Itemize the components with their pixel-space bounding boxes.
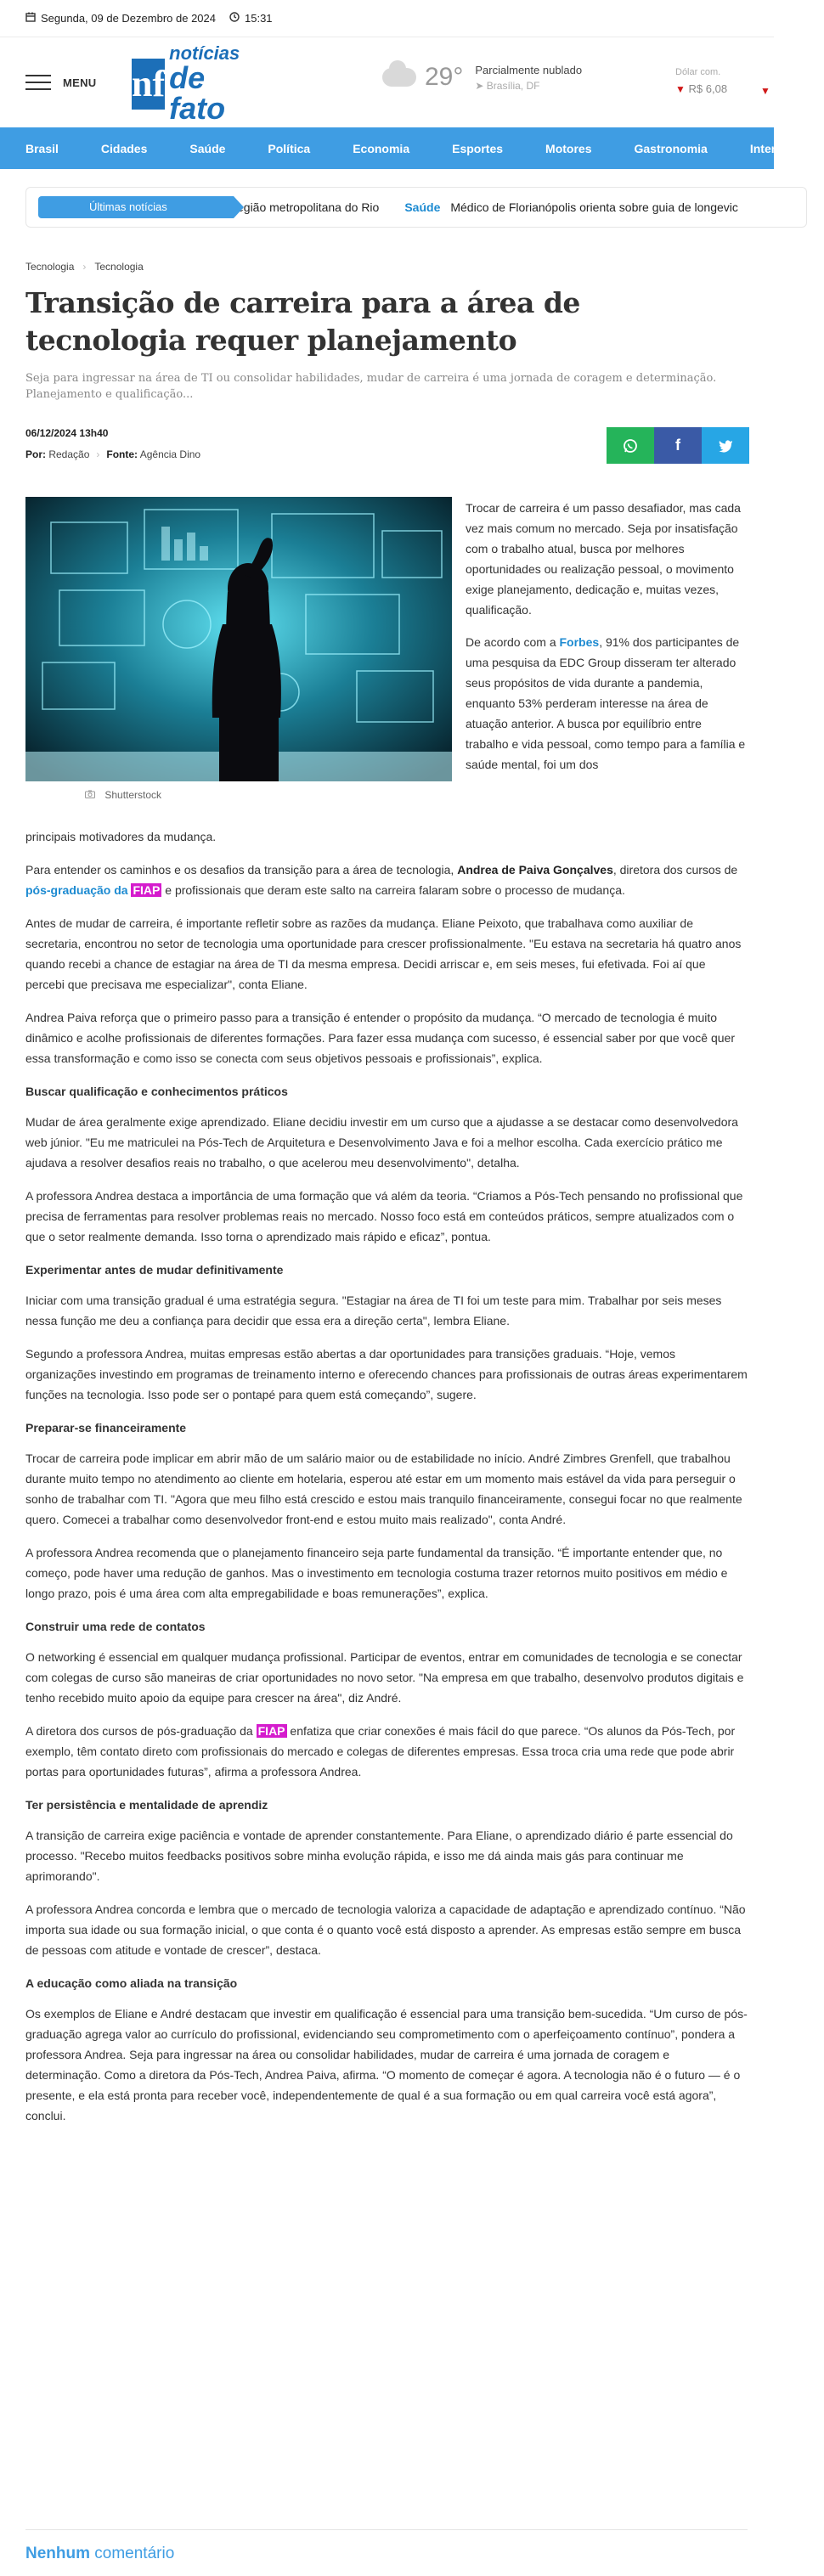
site-logo[interactable]: nf notícias de fato xyxy=(132,54,259,114)
nav-saude[interactable]: Saúde xyxy=(189,141,226,155)
article-body-intro xyxy=(466,498,748,786)
paragraph: A transição de carreira exige paciência e vontade de aprender constantemente. Para Eliane, o aprendizado diário é parte essencial do processo. "Recebo muitos feedbacks positivos sobre minha evolução rápida, e isso me dá ainda mais gás para continuar me aprimorando". xyxy=(25,1829,733,1883)
camera-icon xyxy=(85,789,98,801)
current-time: 15:31 xyxy=(245,12,273,25)
dollar-widget xyxy=(675,67,727,95)
news-ticker xyxy=(25,187,807,228)
weather-city: Brasília, DF xyxy=(486,79,540,92)
paragraph: Trocar de carreira é um passo desafiador, mas cada vez mais comum no mercado. Seja por insatisfação com o trabalho atual, busca por melhores oportunidades ou realização pessoal, o movimento exige planejamento, dedicação e, muitas vezes, qualificação. xyxy=(466,501,741,617)
comments-count: Nenhum xyxy=(25,2545,90,2562)
author: Redação xyxy=(48,448,90,460)
paragraph: A professora Andrea recomenda que o planejamento financeiro seja parte fundamental da transição. “É importante entender que, no começo, pode haver uma redução de ganhos. Mas o investimento em tecnologia costuma trazer retornos muito positivos em médio e longo prazo, pois é uma área com alta empregabilidade e boas remunerações”, explica. xyxy=(25,1546,728,1600)
breadcrumb-item[interactable]: Tecnologia xyxy=(94,261,144,273)
divider xyxy=(25,2529,748,2530)
weather-widget xyxy=(382,63,582,92)
date-bar xyxy=(0,0,774,37)
fiap-highlight[interactable]: FIAP xyxy=(257,1724,285,1738)
nav-economia[interactable]: Economia xyxy=(353,141,410,155)
nav-politica[interactable]: Política xyxy=(268,141,311,155)
paragraph: Iniciar com uma transição gradual é uma estratégia segura. "Estagiar na área de TI foi um teste para mim. Trabalhar por seis meses nessa função me deu a confiança para decidir que essa era a direção certa", lembra Eliane. xyxy=(25,1294,722,1327)
section-heading: Buscar qualificação e conhecimentos práticos xyxy=(25,1085,288,1098)
calendar-icon xyxy=(25,12,36,25)
paragraph: A professora Andrea concorda e lembra que o mercado de tecnologia valoriza a capacidade de adaptação e aprendizado contínuo. “Não importa sua idade ou sua formação inicial, o que conta é o quanto você está disposto a aprender. As empresas estão sempre em busca de pessoas com atitude e vontade de crescer”, destaca. xyxy=(25,1902,746,1957)
breadcrumb-item[interactable]: Tecnologia xyxy=(25,261,75,273)
paragraph: Mudar de área geralmente exige aprendizado. Eliane decidiu investir em um curso que a ajudasse a se destacar como desenvolvedora web júnior. "Eu me matriculei na Pós-Tech de Arquitetura e Desenvolvimento Java e foi a melhor escolha. Cada exercício prático me ajudava a resolver desafios reais no trabalho, o que acelerou meu desenvolvimento", detalha. xyxy=(25,1115,738,1170)
nav-esportes[interactable]: Esportes xyxy=(452,141,504,155)
facebook-icon[interactable]: f xyxy=(654,427,702,464)
paragraph: Para entender os caminhos e os desafios da transição para a área de tecnologia, Andrea de Paiva Gonçalves, diretora dos cursos de pós-graduação da FIAP e profissionais que deram este salto na carreira falaram sobre o processo de mudança. xyxy=(25,863,738,897)
nav-internacional[interactable]: Internacional xyxy=(749,141,824,155)
twitter-icon[interactable] xyxy=(702,427,749,464)
site-header xyxy=(0,37,774,127)
current-date: Segunda, 09 de Dezembro de 2024 xyxy=(41,12,216,25)
main-nav xyxy=(0,127,824,169)
article-lead: Seja para ingressar na área de TI ou consolidar habilidades, mudar de carreira é uma jornada de coragem e determinação. Planejamento e qualificação... xyxy=(25,372,717,401)
breadcrumb xyxy=(25,261,144,273)
ticker-item[interactable]: Médico de Florianópolis orienta sobre guia de longevic xyxy=(450,200,738,214)
image-credit: Shutterstock xyxy=(104,789,162,801)
logo-line-2: de fato xyxy=(169,60,226,126)
article-image xyxy=(25,497,452,781)
source-label: Fonte: xyxy=(106,448,138,460)
clock-icon xyxy=(229,12,240,25)
weather-desc: Parcialmente nublado xyxy=(475,63,583,76)
posgraduacao-link[interactable]: pós-graduação da xyxy=(25,883,128,897)
arrow-down-icon: ▼ xyxy=(760,85,770,97)
paragraph: Andrea Paiva reforça que o primeiro passo para a transição é entender o propósito da mudança. “O mercado de tecnologia é muito dinâmico e acolhe profissionais de diferentes formações. Para fazer essa mudança com sucesso, é essencial saber por que você quer essa transformação e como isso se conecta com seus objetivos pessoais e profissionais”, explica. xyxy=(25,1011,736,1065)
dollar-label: Dólar com. xyxy=(675,67,721,77)
article-body xyxy=(25,860,748,2139)
nav-cidades[interactable]: Cidades xyxy=(100,141,148,155)
paragraph: O networking é essencial em qualquer mudança profissional. Participar de eventos, entrar em comunidades de tecnologia e se conectar com colegas de curso são maneiras de criar oportunidades no novo setor. "Na empresa em que trabalho, desenvolvo produtos digitais e tenho recebido muito apoio da equipe para crescer na área", diz André. xyxy=(25,1650,744,1705)
nav-brasil[interactable]: Brasil xyxy=(25,141,59,155)
share-buttons xyxy=(607,427,749,464)
comments-header xyxy=(25,2545,174,2563)
paragraph: principais motivadores da mudança. xyxy=(25,830,217,843)
paragraph: A professora Andrea destaca a importância de uma formação que vá além da teoria. “Criamos a Pós-Tech pensando no profissional que precisa de ferramentas para resolver problemas reais no mercado. Nosso foco está em conteúdos práticos, sempre atualizados com o que o setor realmente demanda. Isso torna o aprendizado mais rápido e eficaz”, pontua. xyxy=(25,1189,743,1243)
fiap-highlight[interactable]: FIAP xyxy=(133,883,161,897)
section-heading: Preparar-se financeiramente xyxy=(25,1421,187,1435)
publish-date: 06/12/2024 13h40 xyxy=(25,427,109,439)
paragraph: Segundo a professora Andrea, muitas empresas estão abertas a dar oportunidades para transições graduais. “Hoje, vemos organizações investindo em programas de treinamento interno e oferecendo chances para profissionais de outras áreas experimentarem funções na tecnologia. Isso pode ser o pontapé para quem está começando”, sugere. xyxy=(25,1347,748,1401)
section-heading: Experimentar antes de mudar definitivamente xyxy=(25,1263,284,1277)
forbes-link[interactable]: Forbes xyxy=(559,635,600,649)
comments-label: comentário xyxy=(94,2545,175,2562)
paragraph: Trocar de carreira pode implicar em abrir mão de um salário maior ou de estabilidade no início. André Zimbres Grenfell, que trabalhou durante muito tempo no atendimento ao cliente em hotelaria, esperou até estar em um momento mais estável da vida para perseguir o sonho de trabalhar com TI. "Agora que meu filho está crescido e estou mais tranquilo financeiramente, consegui focar no que realmente quero. Comecei a trabalhar como desenvolvedor front-end e estou muito mais realizado", conta André. xyxy=(25,1451,742,1526)
section-heading: Ter persistência e mentalidade de aprendiz xyxy=(25,1798,268,1812)
article-title: Transição de carreira para a área de tecnologia requer planejamento xyxy=(25,286,580,357)
nav-motores[interactable]: Motores xyxy=(545,141,592,155)
person-name: Andrea de Paiva Gonçalves xyxy=(457,863,613,877)
byline-label: Por: xyxy=(25,448,46,460)
byline xyxy=(25,448,200,460)
arrow-down-icon: ▼ xyxy=(675,83,686,95)
ticker-item[interactable]: egião metropolitana do Rio xyxy=(237,200,380,214)
dollar-value: R$ 6,08 xyxy=(688,82,728,95)
weather-temp: 29° xyxy=(425,63,464,91)
location-icon: ➤ xyxy=(475,79,484,92)
paragraph: Os exemplos de Eliane e André destacam que investir em qualificação é essencial para uma transição bem-sucedida. “Um curso de pós-graduação agrega valor ao currículo do profissional, evidenciando seu comprometimento com o aperfeiçoamento contínuo”, pondera a professora Andrea. Seja para ingressar na área ou consolidar habilidades, mudar de carreira é uma jornada de coragem e determinação. Como a diretora da Pós-Tech, Andrea Paiva, afirma. “O momento de começar é agora. A tecnologia não é o futuro — é o presente, e ela está pronta para receber você, independentemente de qual é a sua formação ou em qual carreira você está agora”, conclui. xyxy=(25,2007,748,2122)
image-caption xyxy=(85,789,161,801)
chevron-right-icon: › xyxy=(96,448,100,460)
section-heading: Construir uma rede de contatos xyxy=(25,1620,206,1633)
paragraph: A diretora dos cursos de pós-graduação da FIAP enfatiza que criar conexões é mais fácil do que parece. “Os alunos da Pós-Tech, por exemplo, têm contato direto com profissionais do mercado e colegas de diferentes empresas. Essa troca cria uma rede que pode abrir portas para oportunidades futuras”, afirma a professora Andrea. xyxy=(25,1724,736,1778)
paragraph: Antes de mudar de carreira, é importante refletir sobre as razões da mudança. Eliane Peixoto, que trabalhava como auxiliar de secretaria, encontrou no setor de tecnologia uma oportunidade para crescer profissionalmente. "Eu estava na secretaria há quatro anos quando recebi a chance de estagiar na área de TI da mesma empresa. Decidi arriscar e, em seis meses, fui efetivada. Foi aí que percebi que precisava me especializar", conta Eliane. xyxy=(25,916,742,991)
ticker-label: Últimas notícias xyxy=(38,196,234,218)
section-heading: A educação como aliada na transição xyxy=(25,1976,238,1990)
source: Agência Dino xyxy=(139,448,201,460)
cloud-icon xyxy=(382,68,416,87)
paragraph: De acordo com a Forbes, 91% dos participantes de uma pesquisa da EDC Group disseram ter alterado seus propósitos de vida durante a pandemia, enquanto 53% perderam interesse na área de atuação anterior. A busca por equilíbrio entre trabalho e vida pessoal, como tempo para a família e saúde mental, foi um dos xyxy=(466,635,746,771)
menu-icon[interactable] xyxy=(25,75,51,90)
chevron-right-icon: › xyxy=(82,261,87,273)
logo-line-1: notícias xyxy=(169,42,240,64)
whatsapp-icon[interactable] xyxy=(607,427,654,464)
nav-gastronomia[interactable]: Gastronomia xyxy=(634,141,708,155)
menu-label[interactable]: MENU xyxy=(63,76,97,89)
ticker-category[interactable]: Saúde xyxy=(404,200,441,214)
